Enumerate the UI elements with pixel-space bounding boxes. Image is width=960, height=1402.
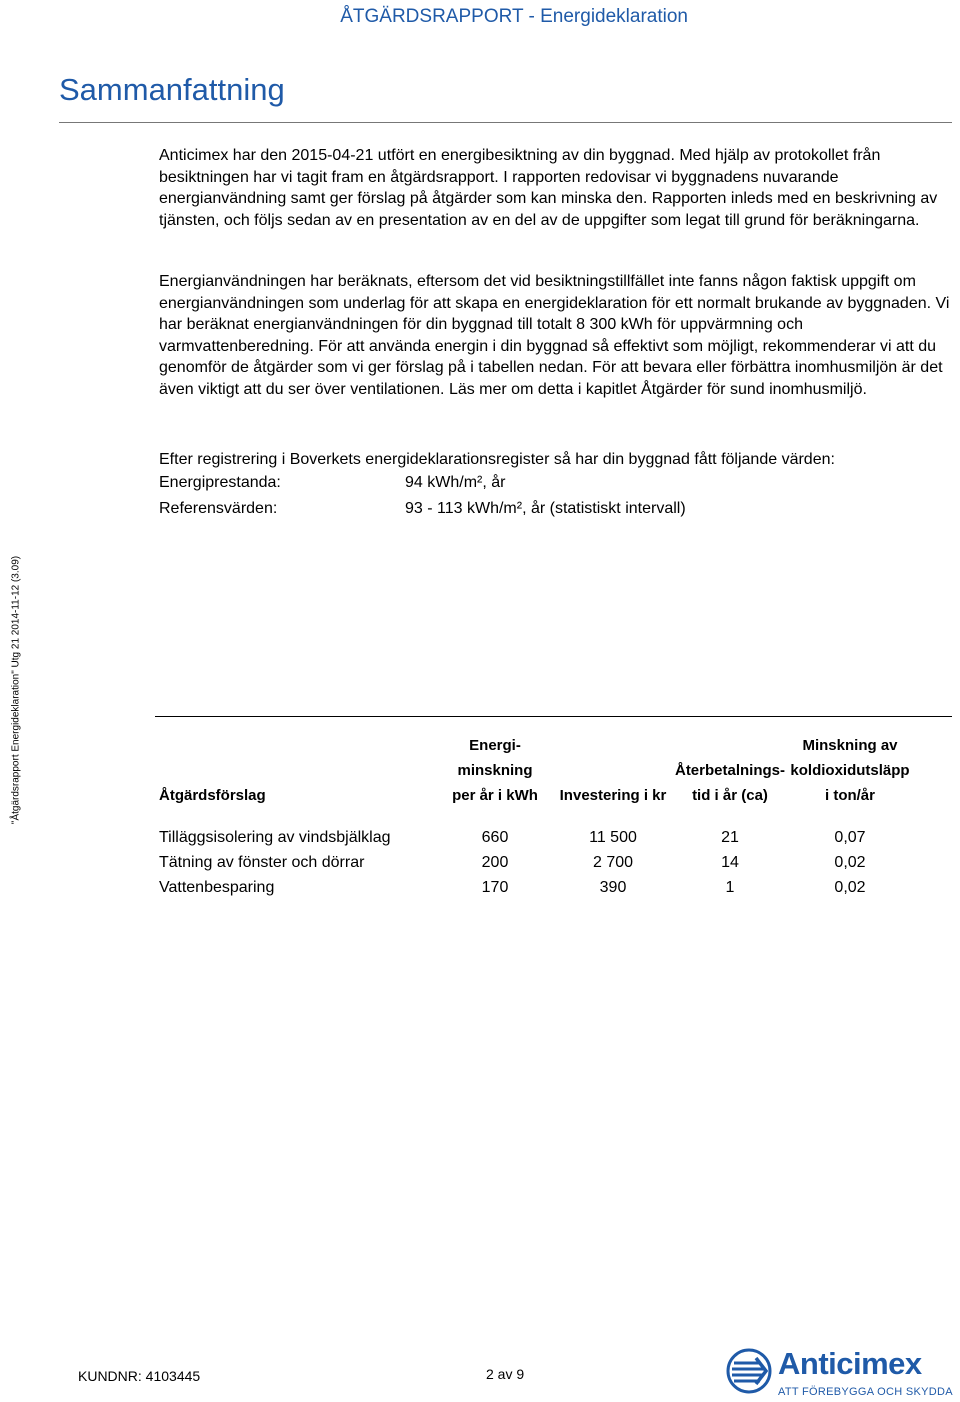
header-measure-line: Åtgärdsförslag — [159, 787, 266, 804]
cell-energy-reduction: 660 — [481, 829, 509, 846]
header-measure — [159, 783, 266, 808]
header-payback-line-1: Återbetalnings- — [674, 762, 785, 779]
cell-payback: 21 — [721, 829, 739, 846]
header-payback — [670, 758, 790, 808]
cell-measure: Tätning av fönster och dörrar — [159, 854, 365, 871]
table-row — [0, 879, 960, 904]
cell-measure: Tilläggsisolering av vindsbjälklag — [159, 829, 391, 846]
energy-usage-paragraph: Energianvändningen har beräknats, eftersom det vid besiktningstillfället inte fanns någon faktisk uppgift om energianvändningen som underlag för att skapa en energideklaration för ett normalt brukande av byggnaden. Vi har beräknat energianvändningen för din byggnad till totalt 8 300 kWh för uppvärmning och varmvattenberedning. För att använda energin i din byggnad så effektivt som möjligt, rekommenderar vi att du genomför de åtgärder som vi ger förslag på i tabellen nedan. För att bevara eller förbättra inomhusmiljön är det även viktigt att du ser över ventilationen. Läs mer om detta i kapitlet Åtgärder för sund inomhusmiljö. — [159, 273, 950, 398]
cell-payback: 1 — [725, 879, 735, 896]
anticimex-logo-wordmark: Anticimex — [778, 1346, 922, 1381]
header-energy-line-3: per år i kWh — [452, 787, 538, 804]
header-co2-line-3: i ton/år — [824, 787, 875, 804]
section-title: Sammanfattning — [59, 72, 285, 107]
customer-number: KUNDNR: 4103445 — [78, 1368, 201, 1384]
header-co2-line-2: koldioxidutsläpp — [790, 762, 910, 779]
header-payback-line-2: tid i år (ca) — [692, 787, 768, 804]
header-energy-reduction — [440, 733, 550, 808]
energy-performance-label: Energiprestanda: — [159, 474, 281, 491]
cell-co2-reduction: 0,07 — [834, 829, 866, 846]
header-co2-line-1: Minskning av — [802, 737, 898, 754]
table-row — [0, 854, 960, 879]
title-divider — [59, 122, 952, 123]
table-row — [0, 829, 960, 854]
header-investment — [555, 783, 671, 808]
cell-payback: 14 — [721, 854, 739, 871]
registry-paragraph: Efter registrering i Boverkets energideklarationsregister så har din byggnad fått följande värden: — [159, 451, 835, 468]
reference-values-value: 93 - 113 kWh/m², år (statistiskt intervall) — [405, 500, 686, 517]
cell-co2-reduction: 0,02 — [834, 854, 866, 871]
cell-investment: 11 500 — [589, 829, 637, 846]
report-header-title: ÅTGÄRDSRAPPORT - Energideklaration — [340, 6, 688, 27]
header-investment-line: Investering i kr — [559, 787, 667, 804]
header-energy-line-1: Energi- — [469, 737, 521, 754]
document-version-note: "Åtgärdsrapport Energideklaration" Utg 21 2014-11-12 (3.09) — [10, 555, 22, 825]
cell-investment: 2 700 — [592, 854, 634, 871]
header-co2-reduction — [785, 733, 915, 808]
page-number: 2 av 9 — [486, 1366, 525, 1382]
header-energy-line-2: minskning — [457, 762, 533, 779]
cell-measure: Vattenbesparing — [159, 879, 275, 896]
cell-investment: 390 — [599, 879, 627, 896]
intro-paragraph: Anticimex har den 2015-04-21 utfört en energibesiktning av din byggnad. Med hjälp av protokollet från besiktningen har vi tagit fram en åtgärdsrapport. I rapporten redovisar vi byggnadens nuvarande energianvändning samt ger förslag på åtgärder som kan minska den. Rapporten inleds med en beskrivning av tjänsten, och följs sedan av en presentation av en del av de uppgifter som legat till grund för beräkningarna. — [159, 147, 938, 229]
cell-energy-reduction: 200 — [481, 854, 509, 871]
cell-co2-reduction: 0,02 — [834, 879, 866, 896]
reference-values-label: Referensvärden: — [159, 500, 278, 517]
anticimex-logo-mark-icon — [726, 1348, 772, 1394]
anticimex-logo-tagline: ATT FÖREBYGGA OCH SKYDDA — [778, 1386, 953, 1398]
anticimex-logo — [726, 1346, 958, 1402]
cell-energy-reduction: 170 — [481, 879, 509, 896]
table-divider — [155, 716, 952, 717]
energy-performance-value: 94 kWh/m², år — [405, 474, 506, 491]
